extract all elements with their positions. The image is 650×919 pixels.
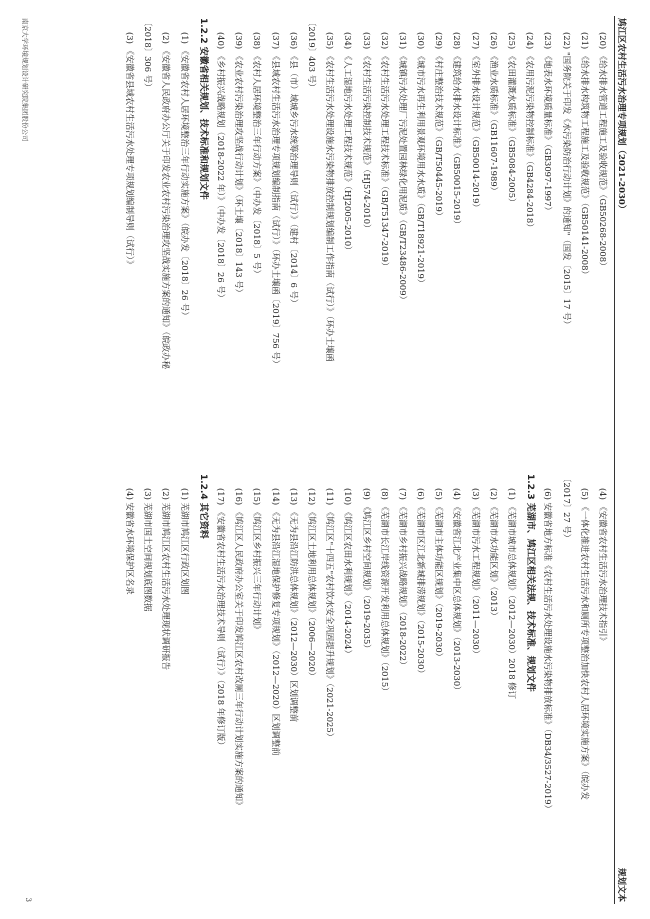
list-item: (9) 《鸠江区乡村空间规划》（2019-2035） — [361, 488, 372, 653]
list-item: (35) 《农村生活污水处理设施水污染物排放控制规划编制工作指南（试行）》（环办土壤函 — [325, 32, 336, 362]
page-header — [614, 16, 630, 904]
list-item: (32) 《农村生活污水处理工程技术标准》（GB/T51347-2019） — [379, 32, 390, 271]
list-item: (28) 《建筑给水排水设计标准》（GB50015-2019） — [452, 32, 463, 229]
list-item: (37) 《县域农村生活污水治理专项规划编制指南（试行）》（环办土壤函〔2019〕756 号） — [270, 32, 281, 369]
list-item: (15) 《鸠江区乡村振兴三年行动计划》 — [252, 488, 263, 634]
list-item: (20) 《给水排水管道工程施工及验收规范》（GB50268-2008） — [598, 32, 608, 271]
list-item: (39) 《农业农村污染治理攻坚战行动计划》（环土壤〔2018〕143 号） — [234, 32, 245, 297]
list-item: (26) 《渔业水质标准》（GB11607-1989） — [488, 32, 499, 196]
list-item: (5) 《一体化推进农村生活污水和厕所专项整治加快农村人居环境实施方案》（皖办发 — [579, 488, 590, 800]
section-heading: 1.2.4 其它资料 — [197, 474, 208, 539]
list-item: (13) 《无为县沿江防洪总体规划》（2012—2030）区划调整前 — [288, 488, 299, 723]
list-item: (40) 《乡村振兴战略规划（2018-2022 年）》（中办发〔2018〕26 号） — [216, 32, 227, 303]
list-item: (17) 《安徽省农村生活污水治理技术导则（试行）》（2018 年修订版） — [216, 488, 227, 750]
rotated-content — [20, 16, 630, 904]
list-item-continuation: 〔2017〕27 号） — [561, 474, 572, 543]
list-item: (24) 《农用污泥污染物控制标准》（GB4284-2018） — [525, 32, 536, 232]
section-heading: 1.2.2 安徽省相关规划、技术标准和规划文件 — [197, 18, 208, 200]
right-column — [42, 474, 612, 902]
list-item: (38) 《农村人居环境整治三年行动方案》（中办发〔2018〕5 号） — [252, 32, 263, 278]
list-item: (23) 《地表水环境质量标准》（GB3097-1997） — [543, 32, 554, 215]
list-item: (7) 《芜湖市乡村振兴战略规划》（2018-2022） — [397, 488, 408, 670]
list-item: (8) 《芜湖市长江岸线资源开发利用总体规划》（2015） — [379, 488, 390, 696]
list-item: (14) 《无为县沿江湿地保护修复专项规划》（2012—2020）区划调整前 — [270, 488, 281, 756]
list-item: (29) 《村庄整治技术规范》（GB/T50445-2019） — [434, 32, 445, 221]
list-item: (1) 芜湖市鸠江区行政区划图 — [179, 488, 190, 595]
list-item: (2) 芜湖市鸠江区农村生活污水处理现状调研报告 — [161, 488, 172, 671]
page-footer — [20, 18, 32, 902]
list-item: (4) 安徽省水环境保护区名录 — [125, 488, 136, 595]
list-item: (36) 《县（市）域城乡污水统筹治理导则（试行）》（建村〔2014〕6 号） — [288, 32, 299, 308]
list-item: (11) 《鸠江区"十四五"农村饮水安全巩固提升规划》（2021-2025） — [325, 488, 336, 742]
list-item: (3) 芜湖市国土空间规划底图数据 — [143, 488, 154, 612]
list-item: (21) 《给水排水构筑物工程施工及验收规范》（GB50141-2008） — [579, 32, 590, 279]
list-item: (5) 《芜湖市主体功能区规划》（2019-2030） — [434, 488, 445, 662]
list-item: (1) 《安徽省农村人居环境整治三年行动实施方案》（皖办发〔2018〕26 号） — [179, 32, 190, 320]
list-item: (4) 《安徽省江北产业集中区总体规划》（2013-2030） — [452, 488, 463, 695]
list-item: (30) 《城市污水再生利用景观环境用水水质》（GB/T18921-2019） — [416, 32, 427, 288]
list-item: (34) 《人工湿地污水处理工程技术规范》（HJ2005-2010） — [343, 32, 354, 255]
list-item: (25) 《农田灌溉水质标准》（GB5084-2005） — [507, 32, 518, 207]
left-column — [42, 18, 612, 446]
header-title: 鸠江区农村生活污水治理专项规划（2021-2030） — [616, 18, 626, 214]
list-item: (31) 《城镇污水处理厂污泥处置园林绿化用泥质》（GB/T23486-2009） — [397, 32, 408, 304]
list-item: (33) 《农村生活污染控制技术规范》（HJ574-2010） — [361, 32, 372, 233]
page-number: 3 — [24, 897, 32, 902]
list-item: (6) 安徽省地方标准《农村生活污水处理设施水污染物排放标准》（DB34/3527-2019） — [543, 488, 554, 814]
list-item: (2) 《芜湖市水功能区划》（2013） — [488, 488, 499, 621]
header-doc-type: 规划文本 — [616, 867, 626, 902]
list-item: (4) 《安徽省农村生活污水治理技术指引》 — [598, 488, 608, 645]
list-item: (1) 《芜湖市城市总体规划》（2012—2030）2018 修订 — [507, 488, 518, 699]
list-item-continuation: 〔2018〕306 号） — [143, 18, 154, 92]
list-item: (22) "国务院关于印发《水污染防治行动计划》的通知"（国发〔2015〕17 号） — [561, 32, 572, 329]
list-item-continuation: 〔2019〕403 号） — [307, 18, 317, 92]
list-item: (3) 《安徽省县域农村生活污水处理专项规划编制导则（试行）》 — [125, 32, 136, 269]
footer-publisher: 南京大学环境规划设计研究院集团股份公司 — [21, 18, 29, 142]
list-item: (27) 《室外排水设计规范》（GB50014-2019） — [470, 32, 481, 212]
list-item: (3) 《芜湖市污水工程规划》（2011—2030） — [470, 488, 481, 659]
list-item: (6) 《芜湖市区江北新城排涝规划》（2015-2030） — [416, 488, 427, 678]
list-item: (2) 《安徽省人民政府办公厅关于印发农业农村污染治理攻坚战实施方案的通知》（皖政办秘 — [161, 32, 172, 369]
list-item: (10) 《鸠江区农田水利规划》（2014-2024） — [343, 488, 354, 658]
list-item: (12) 《鸠江区土地利用总体规划》（2006—2020） — [307, 488, 317, 681]
list-item: (16) 《鸠江区人民政府办公室关于印发鸠江区农村改厕三年行动计划实施方案的通知》 — [234, 488, 245, 810]
section-heading: 1.2.3 芜湖市、鸠江区相关法规、技术标准、规划文件 — [525, 474, 536, 692]
